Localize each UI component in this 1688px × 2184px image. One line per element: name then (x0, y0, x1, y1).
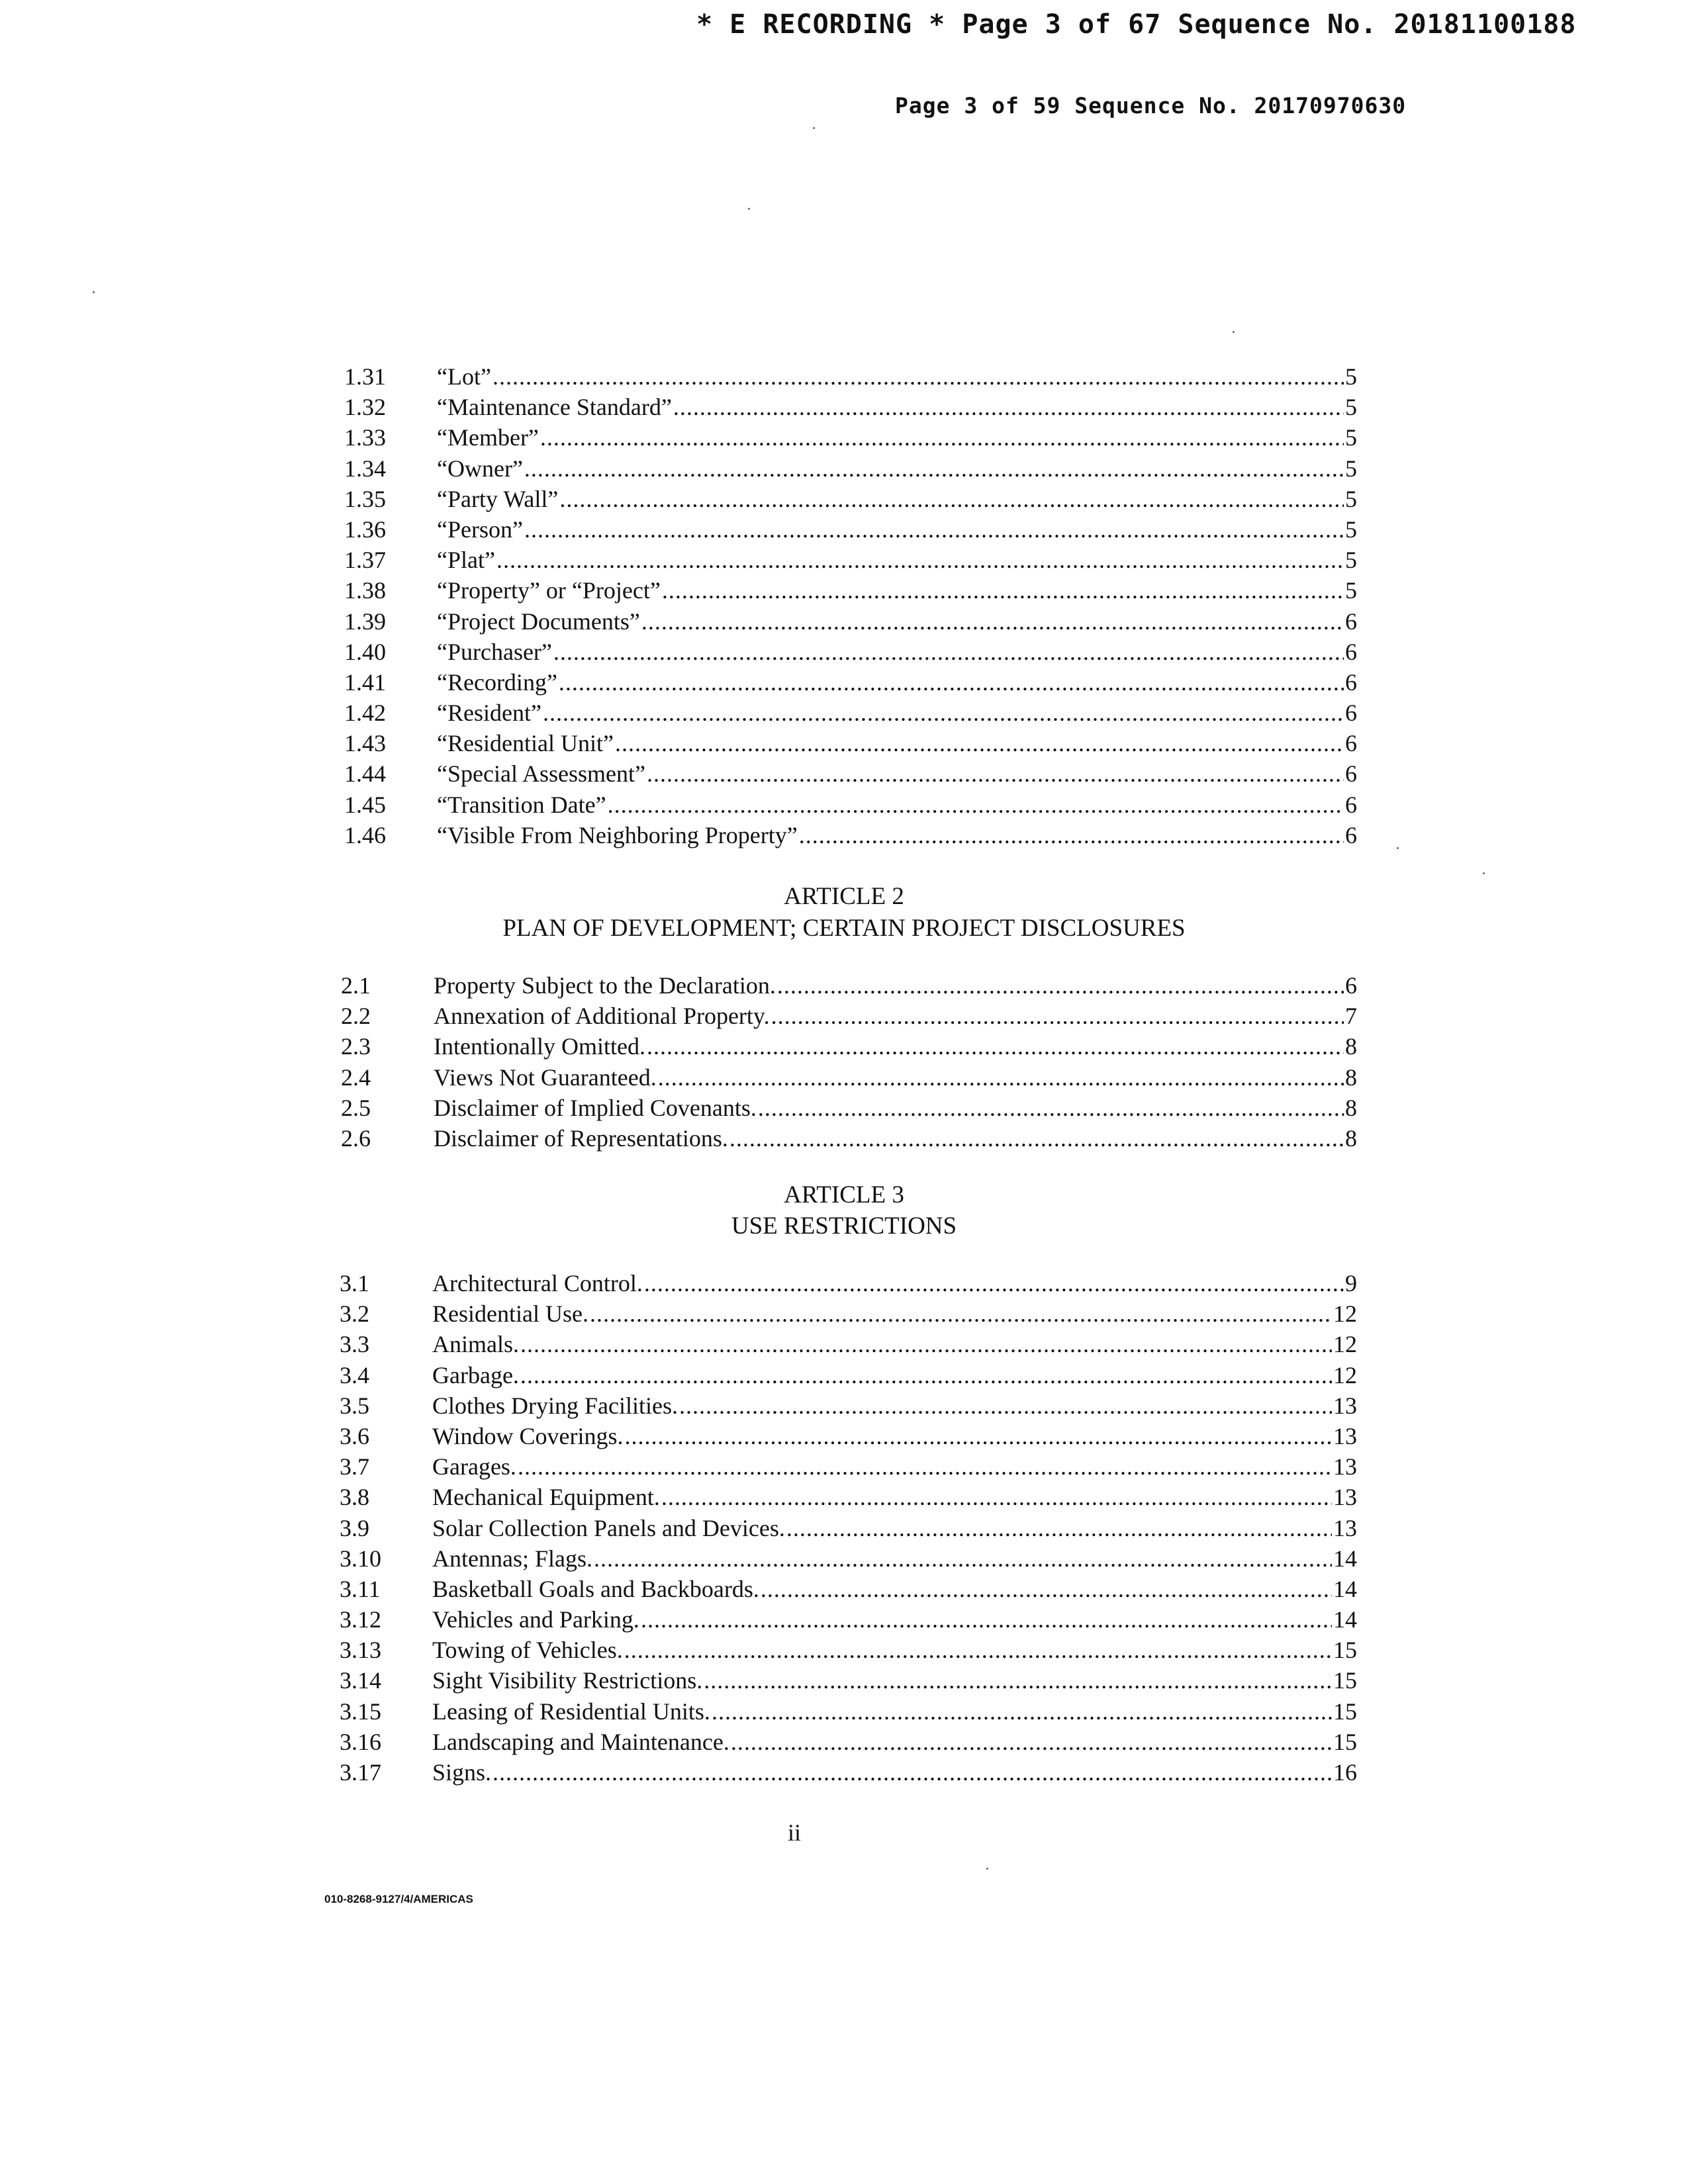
toc-title: Garbage. (432, 1361, 519, 1388)
toc-entry[interactable] (340, 1482, 1357, 1512)
toc-page: 8 (1345, 1124, 1357, 1152)
toc-number: 1.33 (344, 424, 386, 451)
toc-title: Architectural Control. (432, 1270, 643, 1297)
toc-number: 2.6 (341, 1124, 371, 1152)
dot-leader (492, 361, 1344, 392)
toc-entry[interactable] (344, 637, 1357, 667)
dot-leader (590, 1298, 1332, 1329)
toc-page: 6 (1345, 700, 1357, 727)
toc-entry[interactable] (341, 1123, 1357, 1154)
toc-page: 8 (1345, 1064, 1357, 1091)
toc-entry[interactable] (344, 453, 1357, 484)
toc-page: 13 (1333, 1392, 1357, 1419)
toc-entry[interactable] (340, 1360, 1357, 1390)
toc-title: Disclaimer of Representations. (434, 1124, 728, 1152)
toc-entry[interactable] (340, 1604, 1357, 1635)
toc-number: 3.16 (340, 1728, 381, 1755)
article-3-subheading: USE RESTRICTIONS (731, 1212, 957, 1240)
toc-title: “Purchaser” (437, 638, 552, 665)
scan-speck (1233, 331, 1235, 333)
toc-title: “Member” (437, 424, 539, 451)
toc-entry[interactable] (344, 606, 1357, 637)
dot-leader (520, 1360, 1332, 1390)
dot-leader (496, 545, 1344, 575)
toc-title: Signs. (432, 1759, 492, 1786)
toc-title: Solar Collection Panels and Devices. (432, 1514, 785, 1541)
toc-title: “Property” or “Project” (437, 577, 661, 604)
toc-title: “Visible From Neighboring Property” (437, 821, 798, 848)
toc-entry[interactable] (344, 575, 1357, 606)
toc-title: Views Not Guaranteed. (434, 1064, 657, 1091)
toc-page: 6 (1345, 972, 1357, 999)
dot-leader (524, 514, 1344, 545)
toc-entry[interactable] (344, 392, 1357, 422)
dot-leader (712, 1696, 1332, 1727)
toc-title: Leasing of Residential Units. (432, 1698, 710, 1725)
toc-page: 5 (1345, 516, 1357, 543)
toc-number: 3.10 (340, 1545, 381, 1572)
toc-number: 2.3 (341, 1033, 371, 1060)
toc-page: 12 (1333, 1361, 1357, 1388)
toc-page: 13 (1333, 1422, 1357, 1449)
article-2-heading: ARTICLE 2 (784, 883, 904, 910)
toc-page: 7 (1345, 1003, 1357, 1030)
toc-page: 14 (1333, 1575, 1357, 1602)
toc-number: 1.46 (344, 821, 386, 848)
dot-leader (771, 1001, 1344, 1031)
toc-title: Intentionally Omitted. (434, 1033, 645, 1060)
scan-speck (748, 208, 750, 210)
dot-leader (799, 820, 1344, 850)
dot-leader (679, 1390, 1332, 1421)
toc-title: Mechanical Equipment. (432, 1484, 660, 1511)
dot-leader (777, 970, 1344, 1001)
toc-entry[interactable] (340, 1727, 1357, 1757)
toc-page: 12 (1333, 1300, 1357, 1328)
toc-number: 3.5 (340, 1392, 369, 1419)
toc-page: 6 (1345, 821, 1357, 848)
dot-leader (641, 1604, 1332, 1635)
toc-entry[interactable] (340, 1329, 1357, 1359)
toc-entry[interactable] (340, 1451, 1357, 1482)
dot-leader (615, 728, 1344, 758)
toc-page: 5 (1345, 424, 1357, 451)
toc-number: 3.11 (340, 1575, 381, 1602)
toc-entry[interactable] (340, 1543, 1357, 1574)
toc-page: 15 (1333, 1637, 1357, 1664)
dot-leader (647, 758, 1344, 789)
toc-page: 13 (1333, 1484, 1357, 1511)
article-2-subheading: PLAN OF DEVELOPMENT; CERTAIN PROJECT DISCLOSURES (502, 915, 1186, 942)
scan-speck (1397, 847, 1399, 849)
toc-number: 2.1 (341, 972, 371, 999)
toc-entry[interactable] (344, 545, 1357, 575)
original-sequence-stamp: Page 3 of 59 Sequence No. 20170970630 (895, 93, 1407, 118)
toc-page: 15 (1333, 1667, 1357, 1694)
dot-leader (520, 1329, 1332, 1359)
dot-leader (540, 422, 1344, 453)
dot-leader (758, 1093, 1344, 1123)
toc-page: 14 (1333, 1545, 1357, 1572)
toc-number: 3.4 (340, 1361, 369, 1388)
toc-number: 2.5 (341, 1094, 371, 1121)
toc-page: 16 (1333, 1759, 1357, 1786)
recording-stamp: * E RECORDING * Page 3 of 67 Sequence No. 20181100188 (696, 9, 1577, 40)
toc-entry[interactable] (344, 361, 1357, 392)
toc-entry[interactable] (340, 1574, 1357, 1604)
toc-number: 2.2 (341, 1003, 371, 1030)
toc-title: “Project Documents” (437, 608, 640, 635)
toc-entry[interactable] (340, 1696, 1357, 1727)
toc-number: 3.12 (340, 1606, 381, 1633)
toc-entry[interactable] (344, 758, 1357, 789)
dot-leader (704, 1665, 1332, 1696)
toc-title: Animals. (432, 1331, 519, 1358)
toc-page: 6 (1345, 608, 1357, 635)
toc-entry[interactable] (340, 1635, 1357, 1665)
toc-number: 1.42 (344, 700, 386, 727)
toc-title: Sight Visibility Restrictions. (432, 1667, 703, 1694)
toc-page: 5 (1345, 363, 1357, 390)
toc-title: Basketball Goals and Backboards. (432, 1575, 759, 1602)
dot-leader (761, 1574, 1332, 1604)
toc-title: Antennas; Flags. (432, 1545, 592, 1572)
toc-page: 5 (1345, 394, 1357, 421)
toc-entry[interactable] (341, 1031, 1357, 1062)
toc-title: “Plat” (437, 547, 495, 574)
toc-entry[interactable] (340, 1298, 1357, 1329)
toc-entry[interactable] (341, 1093, 1357, 1123)
toc-page: 12 (1333, 1331, 1357, 1358)
toc-title: Clothes Drying Facilities. (432, 1392, 678, 1419)
toc-number: 3.15 (340, 1698, 381, 1725)
toc-title: “Residential Unit” (437, 730, 614, 757)
toc-page: 14 (1333, 1606, 1357, 1633)
article-2-list (341, 970, 1357, 1154)
toc-number: 3.7 (340, 1453, 369, 1480)
dot-leader (662, 575, 1344, 606)
toc-title: “Maintenance Standard” (437, 394, 672, 421)
toc-number: 2.4 (341, 1064, 371, 1091)
toc-number: 3.2 (340, 1300, 369, 1328)
toc-page: 5 (1345, 547, 1357, 574)
toc-entry[interactable] (341, 970, 1357, 1001)
toc-title: Towing of Vehicles. (432, 1637, 623, 1664)
toc-number: 1.34 (344, 455, 386, 482)
toc-number: 1.39 (344, 608, 386, 635)
scan-speck (986, 1868, 988, 1870)
toc-page: 6 (1345, 760, 1357, 788)
toc-page: 8 (1345, 1033, 1357, 1060)
toc-entry[interactable] (344, 422, 1357, 453)
toc-number: 3.13 (340, 1637, 381, 1664)
toc-number: 3.9 (340, 1514, 369, 1541)
toc-page: 6 (1345, 638, 1357, 665)
toc-title: Annexation of Additional Property. (434, 1003, 770, 1030)
dot-leader (731, 1727, 1332, 1757)
toc-title: Property Subject to the Declaration. (434, 972, 776, 999)
toc-page: 8 (1345, 1094, 1357, 1121)
toc-entry[interactable] (344, 728, 1357, 758)
toc-entry[interactable] (344, 484, 1357, 514)
dot-leader (559, 667, 1344, 698)
dot-leader (524, 453, 1344, 484)
toc-title: Garages. (432, 1453, 516, 1480)
toc-number: 3.3 (340, 1331, 369, 1358)
toc-title: Vehicles and Parking. (432, 1606, 639, 1633)
dot-leader (658, 1062, 1344, 1093)
dot-leader (644, 1268, 1344, 1298)
toc-page: 13 (1333, 1453, 1357, 1480)
toc-entry[interactable] (344, 698, 1357, 728)
toc-number: 3.6 (340, 1422, 369, 1449)
toc-page: 5 (1345, 485, 1357, 512)
dot-leader (594, 1543, 1332, 1574)
toc-entry[interactable] (344, 667, 1357, 698)
toc-title: “Person” (437, 516, 523, 543)
dot-leader (543, 698, 1344, 728)
toc-number: 1.31 (344, 363, 386, 390)
toc-entry[interactable] (341, 1001, 1357, 1031)
definitions-list (344, 361, 1357, 850)
page-number: ii (787, 1819, 801, 1846)
dot-leader (518, 1451, 1332, 1482)
toc-number: 1.37 (344, 547, 386, 574)
toc-page: 15 (1333, 1698, 1357, 1725)
toc-number: 1.43 (344, 730, 386, 757)
dot-leader (608, 790, 1344, 820)
toc-title: Residential Use. (432, 1300, 588, 1328)
toc-number: 3.8 (340, 1484, 369, 1511)
toc-page: 9 (1345, 1270, 1357, 1297)
dot-leader (553, 637, 1344, 667)
toc-entry[interactable] (340, 1513, 1357, 1543)
toc-page: 13 (1333, 1514, 1357, 1541)
toc-title: “Recording” (437, 668, 557, 696)
toc-entry[interactable] (340, 1665, 1357, 1696)
toc-number: 1.41 (344, 668, 386, 696)
toc-entry[interactable] (340, 1390, 1357, 1421)
document-id: 010-8268-9127/4/AMERICAS (324, 1893, 473, 1905)
toc-page: 5 (1345, 577, 1357, 604)
scan-speck (813, 127, 815, 129)
toc-title: Disclaimer of Implied Covenants. (434, 1094, 757, 1121)
toc-page: 15 (1333, 1728, 1357, 1755)
toc-number: 1.45 (344, 791, 386, 818)
toc-title: “Owner” (437, 455, 523, 482)
dot-leader (559, 484, 1344, 514)
toc-entry[interactable] (344, 820, 1357, 850)
toc-number: 3.1 (340, 1270, 369, 1297)
toc-title: “Transition Date” (437, 791, 606, 818)
toc-page: 6 (1345, 791, 1357, 818)
toc-title: Landscaping and Maintenance. (432, 1728, 729, 1755)
toc-entry[interactable] (341, 1062, 1357, 1093)
article-3-list (340, 1268, 1357, 1788)
toc-entry[interactable] (340, 1421, 1357, 1451)
toc-title: “Party Wall” (437, 485, 559, 512)
toc-number: 1.35 (344, 485, 386, 512)
toc-title: “Lot” (437, 363, 491, 390)
toc-title: “Special Assessment” (437, 760, 645, 788)
dot-leader (625, 1421, 1332, 1451)
scan-speck (93, 291, 95, 293)
toc-number: 3.17 (340, 1759, 381, 1786)
dot-leader (624, 1635, 1332, 1665)
toc-title: “Resident” (437, 700, 541, 727)
toc-number: 1.44 (344, 760, 386, 788)
dot-leader (729, 1123, 1344, 1154)
toc-number: 1.36 (344, 516, 386, 543)
toc-number: 1.40 (344, 638, 386, 665)
toc-entry[interactable] (340, 1757, 1357, 1788)
dot-leader (641, 606, 1344, 637)
article-3-heading: ARTICLE 3 (784, 1181, 904, 1208)
toc-page: 5 (1345, 455, 1357, 482)
dot-leader (673, 392, 1344, 422)
toc-number: 1.38 (344, 577, 386, 604)
toc-page: 6 (1345, 730, 1357, 757)
toc-entry[interactable] (340, 1268, 1357, 1298)
dot-leader (647, 1031, 1344, 1062)
scan-speck (1483, 872, 1485, 874)
toc-entry[interactable] (344, 790, 1357, 820)
toc-number: 1.32 (344, 394, 386, 421)
dot-leader (492, 1757, 1332, 1788)
toc-number: 3.14 (340, 1667, 381, 1694)
toc-title: Window Coverings. (432, 1422, 624, 1449)
toc-entry[interactable] (344, 514, 1357, 545)
dot-leader (786, 1513, 1332, 1543)
toc-page: 6 (1345, 668, 1357, 696)
dot-leader (661, 1482, 1332, 1512)
